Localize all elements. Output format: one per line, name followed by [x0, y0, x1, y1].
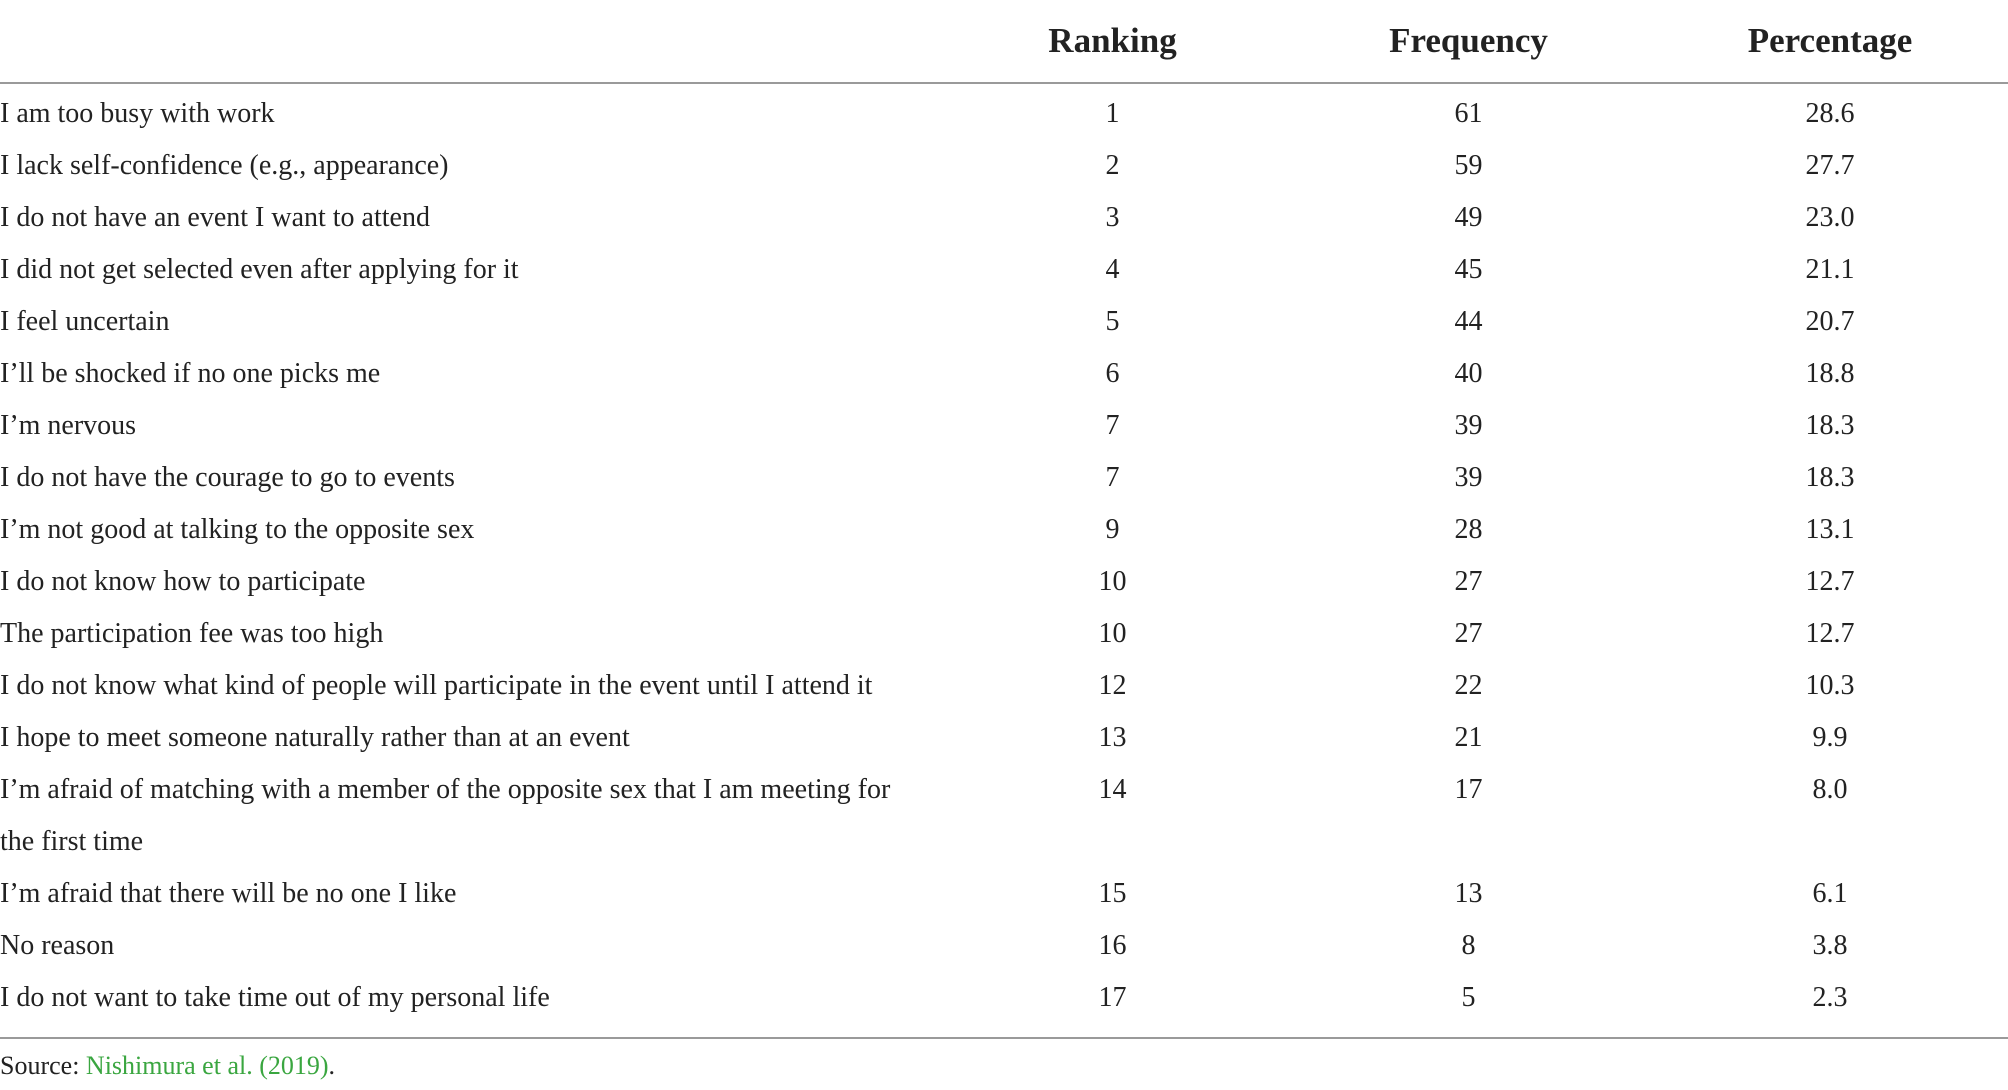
table-row	[0, 868, 2008, 920]
cell-ranking: 16	[1098, 930, 1127, 961]
cell-reason: I’ll be shocked if no one picks me	[0, 358, 381, 389]
cell-ranking: 14	[1098, 774, 1127, 805]
header-ranking: Ranking	[940, 0, 1285, 83]
cell-percentage: 23.0	[1805, 202, 1855, 233]
source-prefix: Source:	[0, 1051, 86, 1080]
cell-percentage: 2.3	[1812, 982, 1848, 1013]
cell-reason: I’m nervous	[0, 410, 137, 441]
cell-reason: I’m afraid that there will be no one I like	[0, 878, 457, 909]
cell-frequency: 59	[1454, 150, 1483, 181]
cell-frequency: 28	[1454, 514, 1483, 545]
cell-frequency: 8	[1461, 930, 1476, 961]
cell-reason: I’m afraid of matching with a member of the opposite sex that I am meeting for the first time	[0, 774, 891, 857]
cell-percentage: 12.7	[1805, 566, 1855, 597]
cell-ranking: 10	[1098, 566, 1127, 597]
cell-frequency: 39	[1454, 462, 1483, 493]
table-row	[0, 83, 2008, 140]
cell-ranking: 2	[1105, 150, 1120, 181]
cell-reason: The participation fee was too high	[0, 618, 384, 649]
cell-frequency: 39	[1454, 410, 1483, 441]
cell-frequency: 22	[1454, 670, 1483, 701]
cell-reason: I do not have an event I want to attend	[0, 202, 430, 233]
table-row	[0, 400, 2008, 452]
table-body	[0, 83, 2008, 1036]
cell-reason: I feel uncertain	[0, 306, 170, 337]
cell-percentage: 28.6	[1805, 98, 1855, 129]
cell-frequency: 27	[1454, 618, 1483, 649]
cell-ranking: 10	[1098, 618, 1127, 649]
cell-reason: I did not get selected even after applying for it	[0, 254, 519, 285]
header-row	[0, 0, 2008, 83]
table-row	[0, 764, 2008, 868]
table-row	[0, 920, 2008, 972]
cell-frequency: 21	[1454, 722, 1483, 753]
cell-ranking: 12	[1098, 670, 1127, 701]
cell-frequency: 49	[1454, 202, 1483, 233]
cell-percentage: 27.7	[1805, 150, 1855, 181]
table-row	[0, 140, 2008, 192]
cell-frequency: 44	[1454, 306, 1483, 337]
table-header	[0, 0, 2008, 83]
table-bottom-rule	[0, 1037, 2008, 1039]
cell-percentage: 3.8	[1812, 930, 1848, 961]
cell-ranking: 9	[1105, 514, 1120, 545]
cell-reason: I do not know how to participate	[0, 566, 366, 597]
cell-percentage: 12.7	[1805, 618, 1855, 649]
table-row	[0, 296, 2008, 348]
cell-reason: I hope to meet someone naturally rather than at an event	[0, 722, 630, 753]
cell-percentage: 9.9	[1812, 722, 1848, 753]
table-row	[0, 452, 2008, 504]
table-row	[0, 660, 2008, 712]
cell-reason: I lack self-confidence (e.g., appearance)	[0, 150, 449, 181]
header-frequency: Frequency	[1285, 0, 1652, 83]
cell-frequency: 27	[1454, 566, 1483, 597]
cell-ranking: 13	[1098, 722, 1127, 753]
source-note	[0, 1048, 335, 1084]
table-row	[0, 192, 2008, 244]
cell-ranking: 15	[1098, 878, 1127, 909]
cell-percentage: 18.3	[1805, 462, 1855, 493]
cell-percentage: 20.7	[1805, 306, 1855, 337]
cell-frequency: 5	[1461, 982, 1476, 1013]
source-citation-link[interactable]: Nishimura et al. (2019)	[85, 1051, 329, 1080]
table-row	[0, 348, 2008, 400]
cell-ranking: 3	[1105, 202, 1120, 233]
cell-ranking: 6	[1105, 358, 1120, 389]
cell-percentage: 6.1	[1812, 878, 1848, 909]
cell-frequency: 40	[1454, 358, 1483, 389]
cell-reason: No reason	[0, 930, 115, 961]
cell-frequency: 45	[1454, 254, 1483, 285]
cell-reason: I am too busy with work	[0, 98, 275, 129]
cell-reason: I do not have the courage to go to events	[0, 462, 455, 493]
table-row	[0, 608, 2008, 660]
cell-frequency: 17	[1454, 774, 1483, 805]
cell-percentage: 21.1	[1805, 254, 1855, 285]
table-row	[0, 972, 2008, 1036]
source-suffix: .	[328, 1051, 336, 1080]
table-row	[0, 244, 2008, 296]
cell-frequency: 13	[1454, 878, 1483, 909]
table-row	[0, 712, 2008, 764]
cell-ranking: 7	[1105, 410, 1120, 441]
header-percentage: Percentage	[1652, 0, 2008, 83]
cell-reason: I’m not good at talking to the opposite sex	[0, 514, 475, 545]
cell-reason: I do not know what kind of people will participate in the event until I attend it	[0, 670, 873, 701]
cell-reason: I do not want to take time out of my personal life	[0, 982, 550, 1013]
cell-percentage: 8.0	[1812, 774, 1848, 805]
cell-ranking: 7	[1105, 462, 1120, 493]
header-reason	[0, 0, 940, 83]
cell-ranking: 17	[1098, 982, 1127, 1013]
cell-ranking: 4	[1105, 254, 1120, 285]
cell-percentage: 10.3	[1805, 670, 1855, 701]
cell-frequency: 61	[1454, 98, 1483, 129]
cell-ranking: 1	[1105, 98, 1120, 129]
cell-percentage: 18.8	[1805, 358, 1855, 389]
cell-ranking: 5	[1105, 306, 1120, 337]
table-row	[0, 556, 2008, 608]
table-row	[0, 504, 2008, 556]
cell-percentage: 13.1	[1805, 514, 1855, 545]
cell-percentage: 18.3	[1805, 410, 1855, 441]
